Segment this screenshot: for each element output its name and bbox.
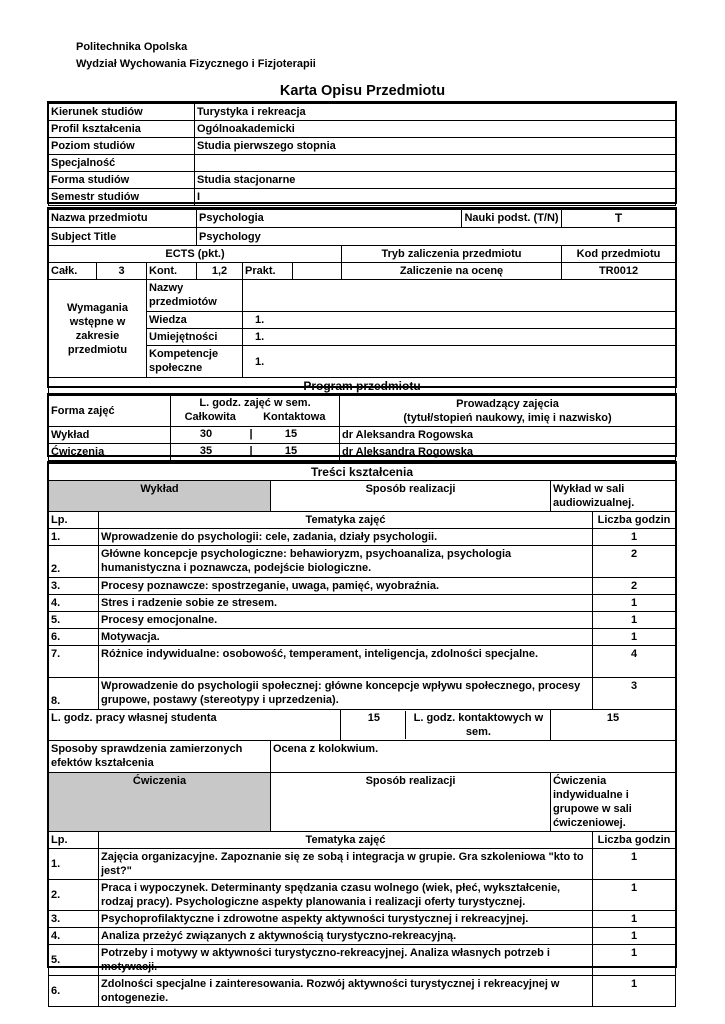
kod-label: Kod przedmiotu [562,246,676,263]
wyklad-sposob-label [271,481,551,512]
wyklad-row [49,578,676,595]
wyklad-row [49,546,676,578]
topic-hours: 1 [593,945,676,976]
komp-value: 1. [243,346,676,378]
tresci-table [48,463,676,1007]
topic-lp: 6. [49,629,99,646]
wyklad-row [49,629,676,646]
kontaktowa-label: Kontaktowa [263,411,326,423]
tryb-value: Zaliczenie na ocenę [342,263,562,280]
godz-subheader [171,410,339,424]
topic-lp: 4. [49,595,99,612]
tresci-title: Treści kształcenia [49,464,676,481]
study-value [195,155,676,172]
study-label: Poziom studiów [49,138,195,155]
calkowita-label: Całkowita [184,411,236,423]
topic-hours: 1 [593,849,676,880]
topic-hours: 4 [593,646,676,678]
topic-text: Motywacja. [99,629,593,646]
wyklad-row [49,646,676,678]
cw-sposob: Ćwiczenia indywidualne i grupowe w sali ćwiczeniowej. [551,773,676,832]
cw-tematyka-header: Tematyka zajęć [99,832,593,849]
program-kont: 15 [284,445,298,457]
subject-title: Psychology [197,228,676,246]
topic-text: Zdolności specjalne i zainteresowania. Rozwój aktywności turystycznej i rekreacyjnej w ontogenezie. [99,976,593,1007]
wiedza-label: Wiedza [147,312,243,329]
topic-hours: 3 [593,678,676,710]
godz-label: L. godz. zajęć w sem. [199,397,311,409]
cw-row [49,945,676,976]
nazwy-label: Nazwy przedmiotów [147,280,243,312]
cw-section-label: Ćwiczenia [49,773,271,832]
wyklad-sposob: Wykład w sali audiowizualnej. [551,481,676,512]
topic-hours: 1 [593,976,676,1007]
study-value: I [195,189,676,206]
study-label: Profil kształcenia [49,121,195,138]
prowadzacy-header [340,396,676,427]
topic-text: Wprowadzenie do psychologii społecznej: główne koncepcje wpływu społecznego, procesy grupowe, postawy (stereotypy i uprzedzenia). [99,678,593,710]
cw-row [49,880,676,911]
cw-sposob-label [271,773,551,832]
subject-name: Psychologia [197,210,462,228]
topic-hours: 1 [593,612,676,629]
ects-label: ECTS (pkt.) [49,246,342,263]
prakt-value [293,263,342,280]
kontakt-value: 15 [551,710,676,741]
program-row [49,427,676,444]
program-hours [171,444,340,461]
study-row [49,138,676,155]
study-value: Turystyka i rekreacja [195,104,676,121]
prowadzacy-label: Prowadzący zajęcia [456,398,559,410]
program-prowadzacy: dr Aleksandra Rogowska [340,427,676,444]
topic-hours: 1 [593,911,676,928]
nazwy-value [243,280,676,312]
cw-row [49,928,676,945]
program-sep: | [249,428,253,440]
kontakt-label: L. godz. kontaktowych w sem. [405,711,548,739]
cw-sposob-label-text: Sposób realizacji [365,775,456,787]
study-label: Kierunek studiów [49,104,195,121]
study-row [49,189,676,206]
study-value: Ogólnoakademicki [195,121,676,138]
topic-text: Procesy poznawcze: spostrzeganie, uwaga, pamięć, wyobraźnia. [99,578,593,595]
topic-lp: 1. [49,849,99,880]
nauki-value: T [562,210,676,228]
topic-lp: 4. [49,928,99,945]
topic-lp: 3. [49,578,99,595]
study-label: Specjalność [49,155,195,172]
topic-lp: 2. [49,880,99,911]
subject-table [48,209,676,395]
liczba-header: Liczba godzin [593,512,676,529]
wlasna-value: 15 [367,712,381,724]
prakt-label: Prakt. [243,263,293,280]
kont-value: 1,2 [197,263,243,280]
topic-text: Psychoprofilaktyczne i zdrowotne aspekty aktywności turystycznej i rekreacyjnej. [99,911,593,928]
wyklad-sposob-label-text: Sposób realizacji [365,483,456,495]
topic-text: Główne koncepcje psychologiczne: behawioryzm, psychoanaliza, psychologia humanistyczna i poznawcza, podejście biologiczne. [99,546,593,578]
topic-text: Stres i radzenie sobie ze stresem. [99,595,593,612]
kont-label: Kont. [147,263,197,280]
topic-lp: 8. [49,678,99,710]
wyklad-row [49,678,676,710]
umiej-value: 1. [243,329,676,346]
program-hours-row [171,427,339,441]
program-calk: 30 [199,428,213,440]
topic-text: Potrzeby i motywy w aktywności turystyczno-rekreacyjnej. Analiza własnych potrzeb i motywacji. [99,945,593,976]
nauki-label: Nauki podst. (T/N) [462,210,562,228]
topic-text: Wprowadzenie do psychologii: cele, zadania, działy psychologii. [99,529,593,546]
komp-label: Kompetencje społeczne [147,346,243,378]
study-row [49,121,676,138]
program-forma: Ćwiczenia [49,444,171,461]
sposoby-label: Sposoby sprawdzenia zamierzonych efektów kształcenia [49,741,271,773]
topic-hours: 2 [593,578,676,595]
cw-row [49,976,676,1007]
topic-lp: 1. [49,529,99,546]
wlasna-value-cell [341,710,551,741]
program-row [49,444,676,461]
sposoby-value: Ocena z kolokwium. [271,741,676,773]
topic-hours: 1 [593,928,676,945]
calk-value: 3 [97,263,147,280]
wiedza-value: 1. [243,312,676,329]
study-value: Studia pierwszego stopnia [195,138,676,155]
tryb-label: Tryb zaliczenia przedmiotu [342,246,562,263]
wyklad-row [49,612,676,629]
wymagania-label: Wymagania wstępne w zakresie przedmiotu [49,280,147,378]
godz-header [171,396,340,427]
lp-header: Lp. [49,512,99,529]
topic-lp: 7. [49,646,99,678]
topic-hours: 1 [593,880,676,911]
program-prowadzacy: dr Aleksandra Rogowska [340,444,676,461]
study-info-table [48,103,676,206]
topic-text: Zajęcia organizacyjne. Zapoznanie się ze sobą i integracja w grupie. Gra szkoleniowa "kto to jest?" [99,849,593,880]
umiej-label: Umiejętności [147,329,243,346]
program-forma: Wykład [49,427,171,444]
study-label: Semestr studiów [49,189,195,206]
topic-hours: 2 [593,546,676,578]
topic-lp: 5. [49,945,99,976]
tematyka-header: Tematyka zajęć [99,512,593,529]
topic-hours: 1 [593,529,676,546]
topic-lp: 2. [49,546,99,578]
prowadzacy-sub: (tytuł/stopień naukowy, imię i nazwisko) [403,412,612,424]
faculty-name: Wydział Wychowania Fizycznego i Fizjoterapii [76,58,316,70]
program-title: Program przedmiotu [49,378,676,395]
topic-hours: 1 [593,629,676,646]
subject-title-label: Subject Title [49,228,197,246]
topic-lp: 5. [49,612,99,629]
study-label: Forma studiów [49,172,195,189]
program-kont: 15 [284,428,298,440]
wyklad-row [49,595,676,612]
university-name: Politechnika Opolska [76,41,188,53]
topic-text: Procesy emocjonalne. [99,612,593,629]
wyklad-section-label: Wykład [49,481,271,512]
wyklad-row [49,529,676,546]
program-calk: 35 [199,445,213,457]
page-title: Karta Opisu Przedmiotu [279,83,446,99]
topic-hours: 1 [593,595,676,612]
topic-text: Różnice indywidualne: osobowość, temperament, inteligencja, zdolności specjalne. [99,646,593,678]
wlasna-row [343,711,548,739]
kod-value: TR0012 [562,263,676,280]
cw-row [49,849,676,880]
calk-label: Całk. [49,263,97,280]
study-row [49,172,676,189]
topic-text: Analiza przeżyć związanych z aktywnością turystyczno-rekreacyjną. [99,928,593,945]
topic-text: Praca i wypoczynek. Determinanty spędzania czasu wolnego (wiek, płeć, wykształcenie, rodzaj pracy). Psychologiczne aspekty planowania i realizacji oferty turystycznej. [99,880,593,911]
forma-label: Forma zajęć [49,396,171,427]
study-value: Studia stacjonarne [195,172,676,189]
forma-table [48,395,676,461]
topic-lp: 6. [49,976,99,1007]
cw-liczba-header: Liczba godzin [593,832,676,849]
study-row [49,155,676,172]
program-hours-row [171,444,339,458]
subject-name-label: Nazwa przedmiotu [49,210,197,228]
cw-row [49,911,676,928]
topic-lp: 3. [49,911,99,928]
study-row [49,104,676,121]
wlasna-label: L. godz. pracy własnej studenta [49,710,341,741]
cw-lp-header: Lp. [49,832,99,849]
program-hours [171,427,340,444]
program-sep: | [249,445,253,457]
